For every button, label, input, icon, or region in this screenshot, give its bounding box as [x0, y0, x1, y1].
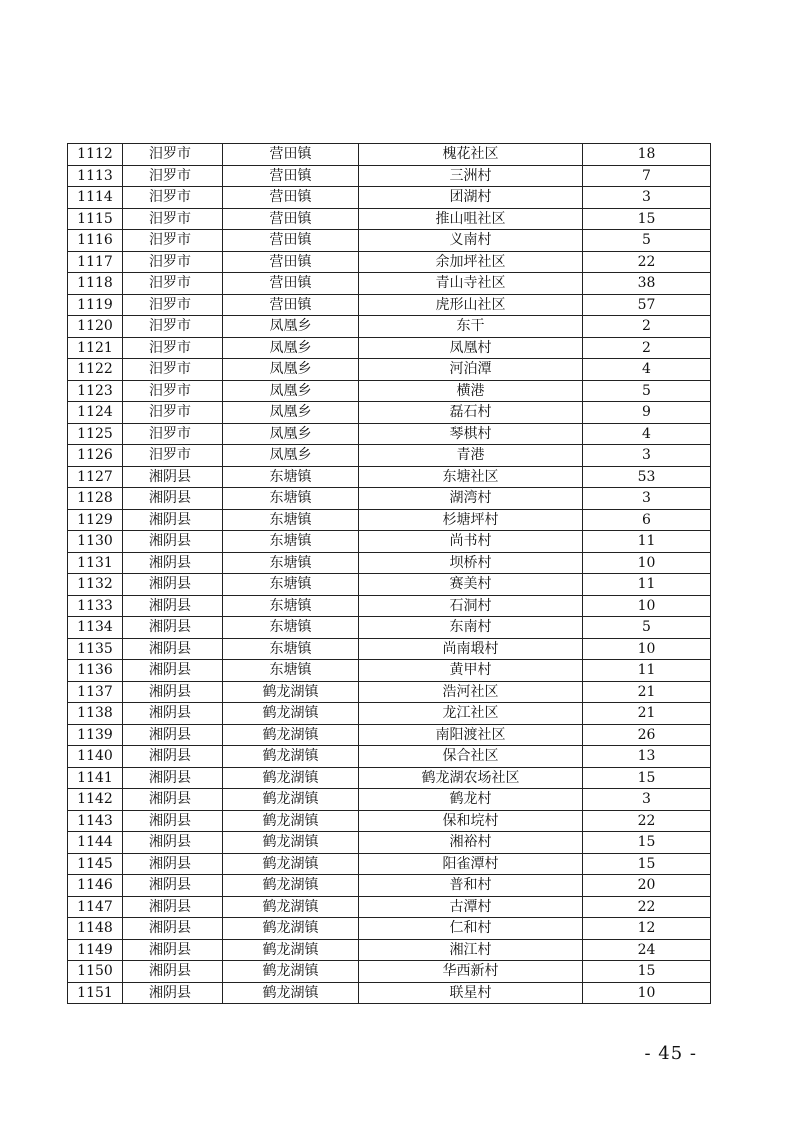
county-cell: 湘阴县 [123, 638, 223, 660]
town-cell: 东塘镇 [223, 531, 359, 553]
table-row [68, 337, 711, 359]
row-number-cell: 1114 [68, 187, 123, 209]
row-number-cell: 1121 [68, 337, 123, 359]
town-cell: 鹤龙湖镇 [223, 724, 359, 746]
village-cell: 保和垸村 [359, 810, 583, 832]
town-cell: 东塘镇 [223, 574, 359, 596]
county-cell: 湘阴县 [123, 853, 223, 875]
county-cell: 湘阴县 [123, 832, 223, 854]
row-number-cell: 1128 [68, 488, 123, 510]
table-row [68, 982, 711, 1004]
county-cell: 湘阴县 [123, 789, 223, 811]
count-cell: 15 [583, 853, 711, 875]
count-cell: 3 [583, 187, 711, 209]
row-number-cell: 1131 [68, 552, 123, 574]
village-cell: 石洞村 [359, 595, 583, 617]
row-number-cell: 1119 [68, 294, 123, 316]
town-cell: 鹤龙湖镇 [223, 789, 359, 811]
table-row [68, 961, 711, 983]
village-cell: 虎形山社区 [359, 294, 583, 316]
town-cell: 凤凰乡 [223, 402, 359, 424]
county-cell: 汨罗市 [123, 423, 223, 445]
county-cell: 湘阴县 [123, 488, 223, 510]
county-cell: 湘阴县 [123, 875, 223, 897]
town-cell: 凤凰乡 [223, 445, 359, 467]
town-cell: 鹤龙湖镇 [223, 767, 359, 789]
town-cell: 东塘镇 [223, 466, 359, 488]
count-cell: 57 [583, 294, 711, 316]
count-cell: 10 [583, 552, 711, 574]
count-cell: 3 [583, 789, 711, 811]
county-cell: 汨罗市 [123, 187, 223, 209]
count-cell: 3 [583, 488, 711, 510]
count-cell: 38 [583, 273, 711, 295]
village-cell: 横港 [359, 380, 583, 402]
count-cell: 22 [583, 896, 711, 918]
row-number-cell: 1139 [68, 724, 123, 746]
count-cell: 10 [583, 638, 711, 660]
count-cell: 11 [583, 574, 711, 596]
county-cell: 湘阴县 [123, 746, 223, 768]
row-number-cell: 1147 [68, 896, 123, 918]
county-cell: 湘阴县 [123, 660, 223, 682]
county-cell: 湘阴县 [123, 574, 223, 596]
village-cell: 东塘社区 [359, 466, 583, 488]
table-row [68, 230, 711, 252]
town-cell: 营田镇 [223, 294, 359, 316]
table-row [68, 488, 711, 510]
town-cell: 鹤龙湖镇 [223, 896, 359, 918]
count-cell: 21 [583, 703, 711, 725]
county-cell: 汨罗市 [123, 380, 223, 402]
row-number-cell: 1127 [68, 466, 123, 488]
row-number-cell: 1133 [68, 595, 123, 617]
count-cell: 12 [583, 918, 711, 940]
count-cell: 4 [583, 423, 711, 445]
table-row [68, 552, 711, 574]
row-number-cell: 1113 [68, 165, 123, 187]
table-row [68, 445, 711, 467]
town-cell: 营田镇 [223, 230, 359, 252]
village-cell: 赛美村 [359, 574, 583, 596]
row-number-cell: 1135 [68, 638, 123, 660]
row-number-cell: 1138 [68, 703, 123, 725]
village-cell: 保合社区 [359, 746, 583, 768]
count-cell: 15 [583, 961, 711, 983]
row-number-cell: 1144 [68, 832, 123, 854]
row-number-cell: 1145 [68, 853, 123, 875]
count-cell: 5 [583, 230, 711, 252]
county-cell: 湘阴县 [123, 724, 223, 746]
table-row [68, 595, 711, 617]
county-cell: 湘阴县 [123, 982, 223, 1004]
town-cell: 营田镇 [223, 187, 359, 209]
county-cell: 汨罗市 [123, 251, 223, 273]
data-table [67, 143, 711, 1004]
village-cell: 阳雀潭村 [359, 853, 583, 875]
town-cell: 鹤龙湖镇 [223, 939, 359, 961]
table-row [68, 660, 711, 682]
table-row [68, 853, 711, 875]
village-cell: 联星村 [359, 982, 583, 1004]
count-cell: 11 [583, 660, 711, 682]
row-number-cell: 1141 [68, 767, 123, 789]
county-cell: 汨罗市 [123, 316, 223, 338]
table-row [68, 810, 711, 832]
count-cell: 10 [583, 982, 711, 1004]
county-cell: 湘阴县 [123, 681, 223, 703]
village-cell: 磊石村 [359, 402, 583, 424]
town-cell: 东塘镇 [223, 552, 359, 574]
village-cell: 南阳渡社区 [359, 724, 583, 746]
row-number-cell: 1151 [68, 982, 123, 1004]
row-number-cell: 1150 [68, 961, 123, 983]
village-cell: 东南村 [359, 617, 583, 639]
row-number-cell: 1129 [68, 509, 123, 531]
county-cell: 湘阴县 [123, 918, 223, 940]
county-cell: 汨罗市 [123, 144, 223, 166]
county-cell: 湘阴县 [123, 509, 223, 531]
table-row [68, 423, 711, 445]
table-row [68, 273, 711, 295]
county-cell: 湘阴县 [123, 703, 223, 725]
town-cell: 鹤龙湖镇 [223, 746, 359, 768]
town-cell: 东塘镇 [223, 617, 359, 639]
county-cell: 湘阴县 [123, 466, 223, 488]
row-number-cell: 1120 [68, 316, 123, 338]
county-cell: 湘阴县 [123, 939, 223, 961]
village-cell: 三洲村 [359, 165, 583, 187]
village-cell: 普和村 [359, 875, 583, 897]
village-cell: 华西新村 [359, 961, 583, 983]
table-row [68, 208, 711, 230]
table-row [68, 294, 711, 316]
village-cell: 浩河社区 [359, 681, 583, 703]
row-number-cell: 1124 [68, 402, 123, 424]
town-cell: 营田镇 [223, 144, 359, 166]
count-cell: 18 [583, 144, 711, 166]
town-cell: 东塘镇 [223, 660, 359, 682]
count-cell: 3 [583, 445, 711, 467]
town-cell: 东塘镇 [223, 638, 359, 660]
village-cell: 坝桥村 [359, 552, 583, 574]
table-row [68, 767, 711, 789]
table-row [68, 918, 711, 940]
village-cell: 青港 [359, 445, 583, 467]
town-cell: 东塘镇 [223, 595, 359, 617]
count-cell: 6 [583, 509, 711, 531]
count-cell: 5 [583, 380, 711, 402]
town-cell: 鹤龙湖镇 [223, 810, 359, 832]
town-cell: 鹤龙湖镇 [223, 681, 359, 703]
table-row [68, 832, 711, 854]
village-cell: 推山咀社区 [359, 208, 583, 230]
village-cell: 东干 [359, 316, 583, 338]
table-row [68, 617, 711, 639]
village-cell: 尚书村 [359, 531, 583, 553]
row-number-cell: 1142 [68, 789, 123, 811]
county-cell: 汨罗市 [123, 273, 223, 295]
row-number-cell: 1134 [68, 617, 123, 639]
row-number-cell: 1125 [68, 423, 123, 445]
row-number-cell: 1115 [68, 208, 123, 230]
town-cell: 鹤龙湖镇 [223, 961, 359, 983]
town-cell: 凤凰乡 [223, 316, 359, 338]
town-cell: 凤凰乡 [223, 380, 359, 402]
town-cell: 鹤龙湖镇 [223, 853, 359, 875]
town-cell: 鹤龙湖镇 [223, 982, 359, 1004]
town-cell: 凤凰乡 [223, 359, 359, 381]
table-row [68, 359, 711, 381]
count-cell: 53 [583, 466, 711, 488]
table-row [68, 144, 711, 166]
town-cell: 鹤龙湖镇 [223, 703, 359, 725]
village-cell: 湖湾村 [359, 488, 583, 510]
count-cell: 15 [583, 208, 711, 230]
county-cell: 汨罗市 [123, 230, 223, 252]
county-cell: 湘阴县 [123, 810, 223, 832]
row-number-cell: 1112 [68, 144, 123, 166]
village-cell: 鹤龙湖农场社区 [359, 767, 583, 789]
count-cell: 9 [583, 402, 711, 424]
town-cell: 凤凰乡 [223, 337, 359, 359]
town-cell: 营田镇 [223, 273, 359, 295]
village-cell: 仁和村 [359, 918, 583, 940]
table-row [68, 531, 711, 553]
row-number-cell: 1123 [68, 380, 123, 402]
row-number-cell: 1140 [68, 746, 123, 768]
town-cell: 鹤龙湖镇 [223, 832, 359, 854]
table-row [68, 316, 711, 338]
row-number-cell: 1136 [68, 660, 123, 682]
row-number-cell: 1130 [68, 531, 123, 553]
table-row [68, 402, 711, 424]
count-cell: 22 [583, 251, 711, 273]
count-cell: 10 [583, 595, 711, 617]
county-cell: 湘阴县 [123, 617, 223, 639]
count-cell: 7 [583, 165, 711, 187]
town-cell: 营田镇 [223, 208, 359, 230]
table-row [68, 703, 711, 725]
county-cell: 汨罗市 [123, 337, 223, 359]
county-cell: 汨罗市 [123, 165, 223, 187]
table-row [68, 638, 711, 660]
village-cell: 团湖村 [359, 187, 583, 209]
count-cell: 21 [583, 681, 711, 703]
county-cell: 汨罗市 [123, 402, 223, 424]
county-cell: 湘阴县 [123, 961, 223, 983]
table-row [68, 509, 711, 531]
village-cell: 湘江村 [359, 939, 583, 961]
table-body [68, 144, 711, 1004]
count-cell: 15 [583, 832, 711, 854]
count-cell: 15 [583, 767, 711, 789]
village-cell: 余加坪社区 [359, 251, 583, 273]
county-cell: 汨罗市 [123, 359, 223, 381]
table-row [68, 896, 711, 918]
table-row [68, 380, 711, 402]
county-cell: 湘阴县 [123, 531, 223, 553]
village-cell: 河泊潭 [359, 359, 583, 381]
village-cell: 黄甲村 [359, 660, 583, 682]
count-cell: 2 [583, 316, 711, 338]
town-cell: 鹤龙湖镇 [223, 875, 359, 897]
row-number-cell: 1126 [68, 445, 123, 467]
village-cell: 青山寺社区 [359, 273, 583, 295]
county-cell: 湘阴县 [123, 767, 223, 789]
village-cell: 杉塘坪村 [359, 509, 583, 531]
table-row [68, 724, 711, 746]
row-number-cell: 1146 [68, 875, 123, 897]
county-cell: 湘阴县 [123, 896, 223, 918]
village-cell: 尚南塅村 [359, 638, 583, 660]
row-number-cell: 1116 [68, 230, 123, 252]
village-cell: 凤凰村 [359, 337, 583, 359]
town-cell: 东塘镇 [223, 488, 359, 510]
village-cell: 义南村 [359, 230, 583, 252]
table-row [68, 466, 711, 488]
county-cell: 汨罗市 [123, 294, 223, 316]
count-cell: 5 [583, 617, 711, 639]
village-cell: 龙江社区 [359, 703, 583, 725]
village-cell: 湘裕村 [359, 832, 583, 854]
table-row [68, 165, 711, 187]
town-cell: 凤凰乡 [223, 423, 359, 445]
county-cell: 汨罗市 [123, 208, 223, 230]
count-cell: 24 [583, 939, 711, 961]
village-cell: 琴棋村 [359, 423, 583, 445]
row-number-cell: 1149 [68, 939, 123, 961]
row-number-cell: 1122 [68, 359, 123, 381]
row-number-cell: 1148 [68, 918, 123, 940]
town-cell: 鹤龙湖镇 [223, 918, 359, 940]
row-number-cell: 1132 [68, 574, 123, 596]
village-cell: 鹤龙村 [359, 789, 583, 811]
table-row [68, 574, 711, 596]
town-cell: 东塘镇 [223, 509, 359, 531]
table-row [68, 789, 711, 811]
row-number-cell: 1118 [68, 273, 123, 295]
table-row [68, 746, 711, 768]
count-cell: 2 [583, 337, 711, 359]
count-cell: 13 [583, 746, 711, 768]
county-cell: 汨罗市 [123, 445, 223, 467]
row-number-cell: 1137 [68, 681, 123, 703]
count-cell: 4 [583, 359, 711, 381]
town-cell: 营田镇 [223, 251, 359, 273]
page-number: - 45 - [644, 1043, 697, 1064]
county-cell: 湘阴县 [123, 552, 223, 574]
village-cell: 槐花社区 [359, 144, 583, 166]
county-cell: 湘阴县 [123, 595, 223, 617]
table-row [68, 251, 711, 273]
count-cell: 11 [583, 531, 711, 553]
village-cell: 古潭村 [359, 896, 583, 918]
table-row [68, 939, 711, 961]
table-row [68, 187, 711, 209]
count-cell: 22 [583, 810, 711, 832]
count-cell: 26 [583, 724, 711, 746]
row-number-cell: 1117 [68, 251, 123, 273]
town-cell: 营田镇 [223, 165, 359, 187]
table-row [68, 875, 711, 897]
table-row [68, 681, 711, 703]
row-number-cell: 1143 [68, 810, 123, 832]
count-cell: 20 [583, 875, 711, 897]
